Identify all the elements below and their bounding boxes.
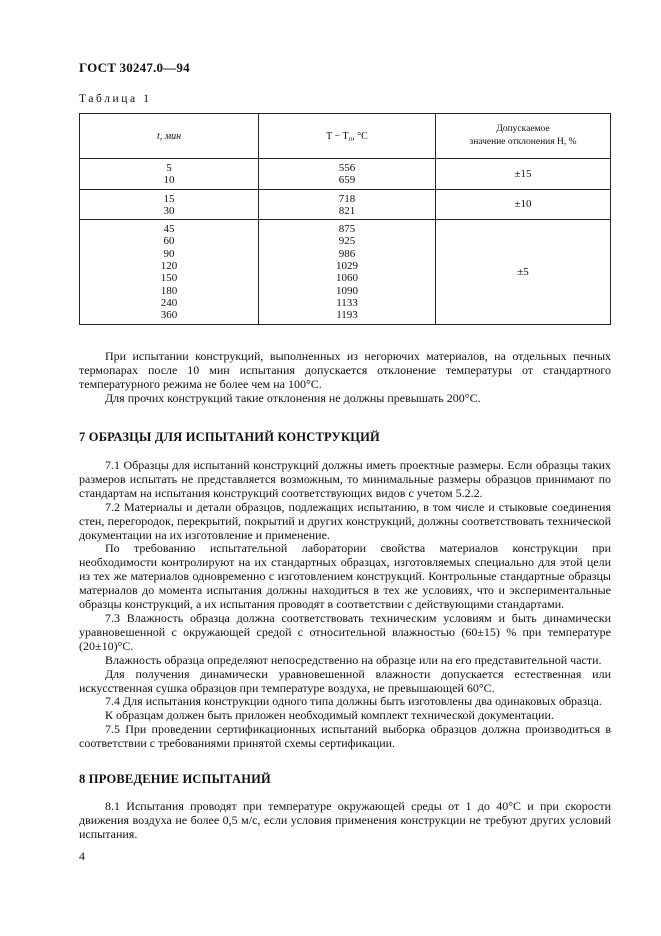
time-value: 60: [163, 235, 175, 248]
temperature-table: [79, 113, 611, 325]
temperature-value: 925: [338, 235, 356, 248]
deviation-cell: ±10: [436, 189, 611, 220]
page-number: 4: [79, 849, 85, 863]
paragraph: Влажность образца определяют непосредственно на образце или на его представительной части.: [105, 652, 602, 667]
document-code-header: ГОСТ 30247.0—94: [79, 60, 190, 75]
paragraph: 7.5 При проведении сертификационных испытаний выборка образцов должна производиться в соответствии с требованиями принятой схемы сертификации.: [79, 722, 611, 751]
time-value: 240: [160, 296, 178, 309]
time-value: 10: [163, 174, 175, 187]
deviation-cell: ±5: [436, 220, 611, 324]
section-8-title: 8 ПРОВЕДЕНИЕ ИСПЫТАНИЙ: [79, 772, 271, 786]
time-value: 45: [163, 223, 175, 236]
temperature-value: 1090: [336, 284, 358, 297]
deviation-cell: ±15: [436, 159, 611, 190]
temperature-cell: [259, 159, 436, 190]
time-value: 180: [160, 284, 178, 297]
temperature-value: 1060: [336, 272, 358, 285]
temperature-cell: [259, 189, 436, 220]
paragraph: 8.1 Испытания проводят при температуре окружающей среды от 1 до 40°С и при скорости движения воздуха не более 0,5 м/с, если условия применения конструкции не требуют других условий испытания.: [79, 799, 611, 841]
paragraph: Для получения динамически уравновешенной влажности допускается естественная или искусственная сушка образцов при температуре воздуха, не превышающей 60°С.: [79, 666, 611, 695]
time-value: 150: [160, 272, 178, 285]
column-header-deviation-line1: Допускаемое: [496, 124, 550, 134]
time-cell: [80, 220, 259, 324]
paragraph: К образцам должен быть приложен необходимый комплект технической документации.: [105, 708, 554, 723]
paragraph: При испытании конструкций, выполненных из негорючих материалов, на отдельных печных термопарах после 10 мин испытания допускается отклонение температуры от стандартного температурного режима не более чем на 100°С.: [79, 349, 611, 391]
temperature-value: 556: [338, 162, 356, 174]
temperature-value: 821: [338, 204, 356, 217]
time-value: 120: [160, 260, 178, 273]
paragraph: 7.4 Для испытания конструкции одного типа должны быть изготовлены два одинаковых образца.: [105, 694, 602, 709]
time-value: 360: [160, 309, 178, 322]
section-7-title: 7 ОБРАЗЦЫ ДЛЯ ИСПЫТАНИЙ КОНСТРУКЦИЙ: [79, 430, 380, 444]
table-header-row: [80, 114, 611, 159]
temperature-value: 875: [338, 223, 356, 236]
time-cell: [80, 159, 259, 190]
table-row: [80, 159, 611, 190]
time-cell: [80, 189, 259, 220]
column-header-time: t, мин: [80, 114, 259, 159]
time-value: 30: [163, 204, 175, 217]
paragraph: По требованию испытательной лаборатории свойства материалов конструкции при необходимости контролируют на их стандартных образцах, изготовляемых специально для этой цели из тех же материалов одновременно с изготовлением конструкций. Контрольные стандартные образцы материалов до момента испытания должны находиться в тех же условиях, что и экспериментальные образцы конструкций, а их испытания проводят в соответствии с действующими стандартами.: [79, 541, 611, 612]
section-7-body: [79, 459, 611, 751]
column-header-deviation-line2: значение отклонения H, %: [469, 137, 577, 147]
table-row: [80, 189, 611, 220]
temperature-value: 659: [338, 174, 356, 187]
column-header-temperature-difference: T − T₀, °C: [259, 114, 436, 159]
temperature-value: 1029: [336, 260, 358, 273]
column-header-allowed-deviation: [436, 114, 611, 159]
time-value: 15: [163, 192, 175, 205]
time-value: 5: [166, 162, 172, 174]
temperature-value: 986: [338, 247, 356, 260]
paragraph: 7.1 Образцы для испытаний конструкций должны иметь проектные размеры. Если образцы таких размеров испытать не представляется возможным, то минимальные размеры образцов принимают по стандартам на испытания конструкций соответствующих видов с учетом 5.2.2.: [79, 458, 611, 500]
time-value: 90: [163, 247, 175, 260]
temperature-value: 1133: [336, 296, 358, 309]
temperature-cell: [259, 220, 436, 324]
paragraph: 7.3 Влажность образца должна соответствовать техническим условиям и быть динамически уравновешенной с окружающей средой с относительной влажностью (60±15) % при температуре (20±10)°С.: [79, 610, 611, 653]
paragraph: 7.2 Материалы и детали образцов, подлежащих испытанию, в том числе и стыковые соединения стен, перегородок, перекрытий, покрытий и других конструкций, должны соответствовать технической документации на их изготовление и применение.: [79, 499, 611, 542]
table-caption: Таблица 1: [79, 93, 152, 105]
temperature-deviation-notes: [79, 350, 611, 406]
temperature-value: 1193: [336, 309, 358, 322]
section-8-body: [79, 800, 611, 842]
paragraph: Для прочих конструкций такие отклонения не должны превышать 200°С.: [105, 390, 481, 405]
temperature-value: 718: [338, 192, 356, 205]
table-row: [80, 220, 611, 324]
